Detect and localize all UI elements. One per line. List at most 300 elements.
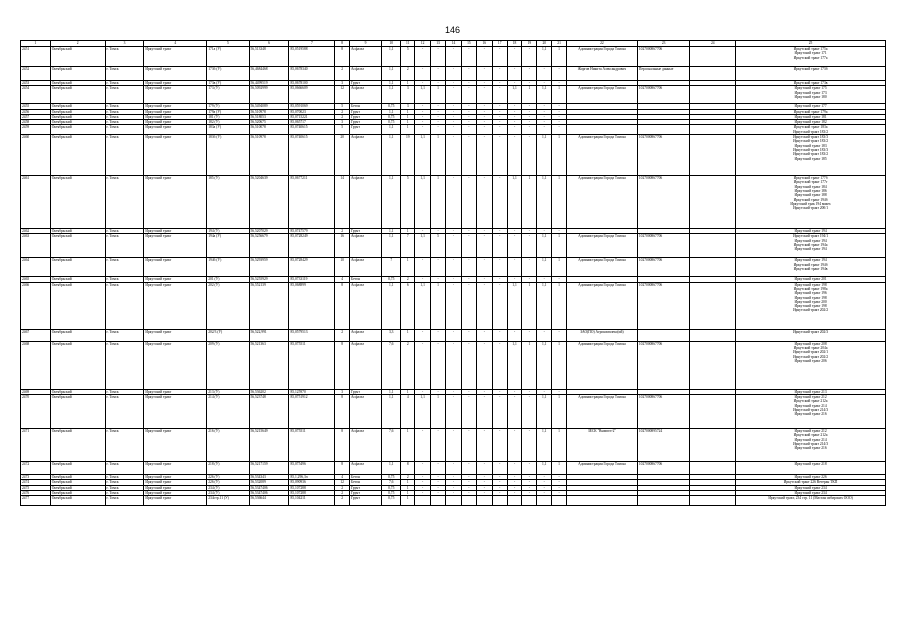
table-cell: г. Томск <box>105 176 144 229</box>
table-cell: Октябрьский <box>50 109 105 114</box>
table-cell: Иркутский тракт <box>144 394 207 428</box>
table-cell: Октябрьский <box>50 341 105 389</box>
table-cell: 56,532089 <box>249 480 289 485</box>
address-line: Иркутский тракт 202/2 <box>793 308 829 313</box>
table-cell: г. Томск <box>105 86 144 104</box>
table-cell: Иркутский тракт <box>144 47 207 67</box>
table-cell <box>567 125 638 135</box>
table-cell: 3 <box>335 120 350 125</box>
table-cell: - <box>461 104 476 109</box>
table-cell: 1 <box>401 109 415 114</box>
addresses-cell <box>736 394 886 428</box>
table-cell: г. Томск <box>105 125 144 135</box>
table-cell: 56,5293959 <box>249 258 289 277</box>
table-cell: 1,1 <box>537 461 552 474</box>
table-cell: 1,1 <box>537 282 552 329</box>
table-cell: 179а (У) <box>207 109 249 114</box>
address-line: Иркутский тракт 196 <box>794 291 827 296</box>
table-cell: 1 <box>401 480 415 485</box>
address-line: Иркутский тракт 181 <box>794 114 827 119</box>
table-cell: - <box>492 341 507 389</box>
address-line: Иркутский тракт 214 <box>794 437 827 442</box>
table-cell: - <box>445 341 461 389</box>
table-cell: - <box>492 81 507 86</box>
column-number: 6 <box>249 41 289 47</box>
table-cell: г. Томск <box>105 329 144 341</box>
table-cell: - <box>476 389 492 394</box>
table-cell: - <box>537 474 552 479</box>
table-cell <box>690 86 736 104</box>
table-cell: 1 <box>552 461 567 474</box>
table-cell: - <box>476 120 492 125</box>
table-cell: Октябрьский <box>50 389 105 394</box>
table-cell: - <box>431 389 446 394</box>
table-cell: г. Томск <box>105 394 144 428</box>
table-cell: Бетон <box>350 474 382 479</box>
table-cell: - <box>445 114 461 119</box>
table-row <box>21 234 886 258</box>
column-number: 13 <box>431 41 446 47</box>
table-cell: - <box>476 485 492 490</box>
address-line: Иркутский тракт 198 <box>794 282 827 287</box>
table-cell: 1 <box>431 282 446 329</box>
table-cell: 56,5204639 <box>249 176 289 229</box>
table-cell: г. Томск <box>105 47 144 67</box>
address-line: Иркутский тракт 214 <box>794 403 827 408</box>
column-number: 3 <box>105 41 144 47</box>
address-line: Иркутский тракт 216 <box>794 412 827 417</box>
table-cell: 1,1 <box>507 282 522 329</box>
table-cell: 85,0666609 <box>289 86 335 104</box>
table-cell: 56,5217159 <box>249 461 289 474</box>
table-cell: 5 <box>401 176 415 229</box>
table-cell: - <box>492 234 507 258</box>
table-cell <box>476 496 492 506</box>
table-cell: г. Томск <box>105 109 144 114</box>
table-cell: - <box>461 341 476 389</box>
table-cell: 234стр.11 (У) <box>207 496 249 506</box>
table-cell: 1 <box>431 394 446 428</box>
table-cell: 179 (У) <box>207 104 249 109</box>
table-cell: - <box>415 81 431 86</box>
table-cell: 1 <box>552 47 567 67</box>
table-cell: 183а (У) <box>207 125 249 135</box>
table-cell: Грунт <box>350 389 382 394</box>
table-cell: 85,068899 <box>289 282 335 329</box>
table-cell: г. Томск <box>105 485 144 490</box>
table-cell: - <box>445 86 461 104</box>
table-cell: 2456 <box>21 109 51 114</box>
table-cell: Октябрьский <box>50 428 105 461</box>
table-cell: - <box>537 480 552 485</box>
table-cell: - <box>552 120 567 125</box>
table-cell: 181 (У) <box>207 114 249 119</box>
table-cell: 1 <box>522 341 537 389</box>
table-cell: - <box>552 480 567 485</box>
address-line: Иркутский тракт 214/3 <box>793 407 829 412</box>
table-cell: 1,1 <box>507 341 522 389</box>
table-cell: - <box>431 67 446 81</box>
table-cell: - <box>552 389 567 394</box>
table-cell: - <box>445 120 461 125</box>
table-cell: 3 <box>335 81 350 86</box>
address-line: Иркутский тракт 208 <box>794 341 827 346</box>
table-cell: Октябрьский <box>50 104 105 109</box>
table-cell: 1,1 <box>382 109 401 114</box>
table-cell: - <box>492 258 507 277</box>
table-row <box>21 258 886 277</box>
table-cell: - <box>507 428 522 461</box>
table-cell: - <box>476 125 492 135</box>
table-cell: 85,0678100 <box>289 81 335 86</box>
table-cell: - <box>492 277 507 282</box>
address-line: Иркутский тракт 212а <box>793 433 828 438</box>
table-cell: Асфальт <box>350 67 382 81</box>
table-cell: 1,1 <box>507 86 522 104</box>
table-cell: 8 <box>335 47 350 67</box>
table-cell: Администрация Города Томска <box>567 135 638 176</box>
table-cell: Асфальт <box>350 47 382 67</box>
table-cell: - <box>445 394 461 428</box>
address-line: Иркутский тракт 173б <box>793 67 828 71</box>
addresses-cell <box>736 47 886 67</box>
table-cell <box>690 461 736 474</box>
table-cell: 185 (У) <box>207 176 249 229</box>
table-cell: - <box>507 125 522 135</box>
address-line: Иркутский тракт 173 <box>794 90 827 95</box>
table-cell: 2463 <box>21 234 51 258</box>
table-cell: 1,1 <box>415 234 431 258</box>
table-cell: - <box>476 109 492 114</box>
table-cell: 2473 <box>21 474 51 479</box>
address-line: Иркутский тракт 194 <box>794 229 827 234</box>
table-cell <box>637 329 690 341</box>
table-cell: 85,0715221 <box>289 114 335 119</box>
table-cell: 1,1 <box>415 176 431 229</box>
table-cell <box>690 47 736 67</box>
column-number: 8 <box>335 41 350 47</box>
table-cell: 1 <box>431 135 446 176</box>
table-cell: - <box>415 490 431 495</box>
table-cell: Асфальт <box>350 461 382 474</box>
table-cell: 2452 <box>21 67 51 81</box>
table-cell: - <box>415 474 431 479</box>
table-cell: - <box>537 114 552 119</box>
column-number: 9 <box>350 41 382 47</box>
column-number: 22 <box>567 41 638 47</box>
table-cell: г. Томск <box>105 135 144 176</box>
table-cell: 0,75 <box>382 485 401 490</box>
table-cell: Иркутский тракт <box>144 104 207 109</box>
table-cell: 2469 <box>21 389 51 394</box>
table-cell: Администрация Города Томска <box>567 461 638 474</box>
table-cell: 1,1 <box>537 86 552 104</box>
table-cell: - <box>431 258 446 277</box>
table-cell: - <box>461 176 476 229</box>
address-line: Иркутский тракт 177г <box>793 180 828 185</box>
table-cell: - <box>507 104 522 109</box>
table-cell: - <box>431 104 446 109</box>
table-cell: - <box>476 282 492 329</box>
table-cell: 2462 <box>21 229 51 234</box>
table-cell: 234 (У) <box>207 485 249 490</box>
table-cell: - <box>552 125 567 135</box>
table-cell: - <box>507 47 522 67</box>
table-cell: 216 (У) <box>207 428 249 461</box>
table-cell: - <box>461 86 476 104</box>
table-cell: 56,5347406 <box>249 485 289 490</box>
table-cell: 1,1 <box>382 229 401 234</box>
table-row <box>21 329 886 341</box>
table-cell: - <box>476 428 492 461</box>
table-cell: - <box>552 114 567 119</box>
column-number: 12 <box>415 41 431 47</box>
table-cell: 1 <box>401 120 415 125</box>
table-cell <box>537 496 552 506</box>
table-cell: - <box>476 329 492 341</box>
table-cell: - <box>476 490 492 495</box>
column-number: 10 <box>382 41 401 47</box>
table-cell: 7 <box>382 258 401 277</box>
table-cell: 1 <box>401 125 415 135</box>
table-cell: - <box>461 135 476 176</box>
table-cell: 85,0728249 <box>289 234 335 258</box>
table-cell: Грунт <box>350 229 382 234</box>
table-cell: - <box>552 67 567 81</box>
table-cell: 85,1,296,3ч <box>289 474 335 479</box>
table-cell: - <box>522 81 537 86</box>
table-cell: 1 <box>401 81 415 86</box>
table-cell: Администрация Города Томска <box>567 176 638 229</box>
table-cell: Иркутский тракт <box>144 341 207 389</box>
table-cell: Иркутский тракт <box>144 485 207 490</box>
table-cell: Бетон <box>350 277 382 282</box>
column-number: 25 <box>736 41 886 47</box>
table-cell: - <box>445 480 461 485</box>
table-cell: 2466 <box>21 282 51 329</box>
table-cell: 1,1 <box>382 86 401 104</box>
table-cell: - <box>492 485 507 490</box>
table-cell: г. Томск <box>105 258 144 277</box>
table-cell: - <box>461 461 476 474</box>
table-cell: 56,5255929 <box>249 277 289 282</box>
address-line: Иркутский тракт 218 <box>794 461 827 466</box>
table-cell: 1,1 <box>537 341 552 389</box>
table-cell: 56,5494089 <box>249 104 289 109</box>
table-cell: Асфальт <box>350 394 382 428</box>
table-cell: 56,536202 <box>249 389 289 394</box>
table-cell: Октябрьский <box>50 474 105 479</box>
table-cell: 85,0740615 <box>289 135 335 176</box>
table-cell: 1027000867706 <box>637 176 690 229</box>
table-cell: г. Томск <box>105 282 144 329</box>
table-cell: Иркутский тракт <box>144 229 207 234</box>
table-cell: 2454 <box>21 86 51 104</box>
table-cell: - <box>507 490 522 495</box>
table-cell: - <box>522 389 537 394</box>
table-cell <box>690 176 736 229</box>
table-cell: - <box>445 461 461 474</box>
table-cell: Октябрьский <box>50 394 105 428</box>
table-cell: 0,75 <box>382 277 401 282</box>
table-cell: 2455 <box>21 104 51 109</box>
table-cell: 1,1 <box>382 81 401 86</box>
table-cell: - <box>492 120 507 125</box>
table-cell: 2470 <box>21 394 51 428</box>
table-cell: 2 <box>335 109 350 114</box>
table-cell: - <box>461 229 476 234</box>
table-cell: - <box>461 109 476 114</box>
table-cell: - <box>492 229 507 234</box>
address-line: Иркутский тракт 194 <box>794 258 827 263</box>
table-cell: - <box>476 258 492 277</box>
table-cell: Администрация Города Томска <box>567 341 638 389</box>
table-cell: - <box>415 120 431 125</box>
address-line: Иркутский тракт 204а <box>793 345 828 350</box>
table-cell: - <box>522 234 537 258</box>
address-line: Иркутский тракт 212а <box>793 399 828 404</box>
table-cell: - <box>415 428 431 461</box>
table-cell: 2 <box>401 341 415 389</box>
table-cell: 4 <box>401 394 415 428</box>
table-cell: 85,0747579 <box>289 229 335 234</box>
column-number: 24 <box>690 41 736 47</box>
table-cell: 56,536644 <box>249 496 289 506</box>
table-cell: ЗАО(ПО) Агрокомплекс(ий) <box>567 329 638 341</box>
table-cell: - <box>431 428 446 461</box>
addresses-cell <box>736 496 886 506</box>
table-cell: 1 <box>431 176 446 229</box>
table-cell: 85,0740615 <box>289 125 335 135</box>
table-cell: ЗЕСК "Вымпел-2" <box>567 428 638 461</box>
table-cell: Октябрьский <box>50 277 105 282</box>
table-cell: - <box>461 485 476 490</box>
column-number: 1 <box>21 41 51 47</box>
table-cell: - <box>522 67 537 81</box>
table-cell: 85,0728429 <box>289 258 335 277</box>
table-cell: 3 <box>335 389 350 394</box>
table-cell: 7,6 <box>382 480 401 485</box>
table-cell: 56,5092999 <box>249 86 289 104</box>
table-cell: - <box>492 329 507 341</box>
table-cell: 1 <box>552 394 567 428</box>
table-cell <box>690 135 736 176</box>
table-cell: - <box>522 490 537 495</box>
table-cell: - <box>415 329 431 341</box>
table-cell: 1 <box>522 282 537 329</box>
table-cell <box>431 496 446 506</box>
column-number: 16 <box>476 41 492 47</box>
table-cell: 3,3 <box>382 329 401 341</box>
table-row <box>21 125 886 135</box>
table-cell: - <box>431 125 446 135</box>
table-cell: г. Томск <box>105 341 144 389</box>
address-line: Иркутский тракт 226 <box>794 474 827 479</box>
table-cell: - <box>415 125 431 135</box>
table-cell: - <box>476 341 492 389</box>
addresses-cell <box>736 176 886 229</box>
address-line: Иркутский тракт 201 <box>794 277 827 282</box>
table-cell: 2 <box>335 490 350 495</box>
table-cell: 2467 <box>21 329 51 341</box>
table-cell: - <box>522 329 537 341</box>
table-cell: - <box>522 480 537 485</box>
table-cell: Октябрьский <box>50 329 105 341</box>
table-cell: 1027000867706 <box>637 282 690 329</box>
table-cell: - <box>431 461 446 474</box>
address-line: Иркутский тракт 234 <box>794 490 827 495</box>
table-cell: 1 <box>552 135 567 176</box>
table-cell: - <box>522 120 537 125</box>
table-cell: 1,1 <box>382 389 401 394</box>
address-line: Иркутский тракт 183 <box>794 143 827 148</box>
table-cell: 56,5215649 <box>249 428 289 461</box>
table-cell: - <box>552 229 567 234</box>
table-cell: - <box>522 258 537 277</box>
table-cell: - <box>415 258 431 277</box>
table-cell: Иркутский тракт <box>144 176 207 229</box>
table-row <box>21 86 886 104</box>
table-cell: 2451 <box>21 47 51 67</box>
table-cell: 0,75 <box>382 490 401 495</box>
table-cell: - <box>461 282 476 329</box>
address-line: Иркутский тракт 198 <box>794 304 827 309</box>
table-cell: - <box>476 394 492 428</box>
table-cell: - <box>552 277 567 282</box>
table-cell: 85,090936 <box>289 480 335 485</box>
table-cell: 1,1 <box>537 176 552 229</box>
table-cell: 1,1 <box>382 67 401 81</box>
table-cell <box>690 428 736 461</box>
table-cell: 5 <box>335 125 350 135</box>
table-cell: - <box>431 229 446 234</box>
table-cell: г. Томск <box>105 389 144 394</box>
table-cell <box>552 496 567 506</box>
table-cell: Грунт <box>350 496 382 506</box>
table-row <box>21 176 886 229</box>
table-cell: Бетон <box>350 480 382 485</box>
table-cell: - <box>415 389 431 394</box>
table-cell: - <box>415 104 431 109</box>
table-cell: 8 <box>335 282 350 329</box>
table-cell: 1 <box>552 258 567 277</box>
table-cell: 2476 <box>21 490 51 495</box>
table-cell: - <box>445 125 461 135</box>
address-line: Иркутский тракт 183/3 <box>793 135 829 140</box>
table-cell: 7 <box>401 234 415 258</box>
table-cell: 85,075511 <box>289 428 335 461</box>
table-cell: Иркутский тракт <box>144 109 207 114</box>
table-row <box>21 461 886 474</box>
table-cell: 2 <box>335 496 350 506</box>
table-cell: 1 <box>552 234 567 258</box>
address-line: Иркутский тракт 171 <box>794 51 827 56</box>
table-cell: Администрация Города Томска <box>567 234 638 258</box>
address-line: Иркутский тракт 200 <box>794 299 827 304</box>
table-cell: 201 (У) <box>207 277 249 282</box>
table-cell: Асфальт <box>350 258 382 277</box>
address-line: Иркутский тракт 212 <box>794 428 827 433</box>
table-cell: - <box>431 109 446 114</box>
table-cell: - <box>537 81 552 86</box>
table-cell: - <box>537 104 552 109</box>
table-cell <box>492 496 507 506</box>
table-row <box>21 496 886 506</box>
table-cell: - <box>552 104 567 109</box>
table-cell: Администрация Города Томска <box>567 47 638 67</box>
table-cell: 1,1 <box>382 176 401 229</box>
column-number: 23 <box>637 41 690 47</box>
